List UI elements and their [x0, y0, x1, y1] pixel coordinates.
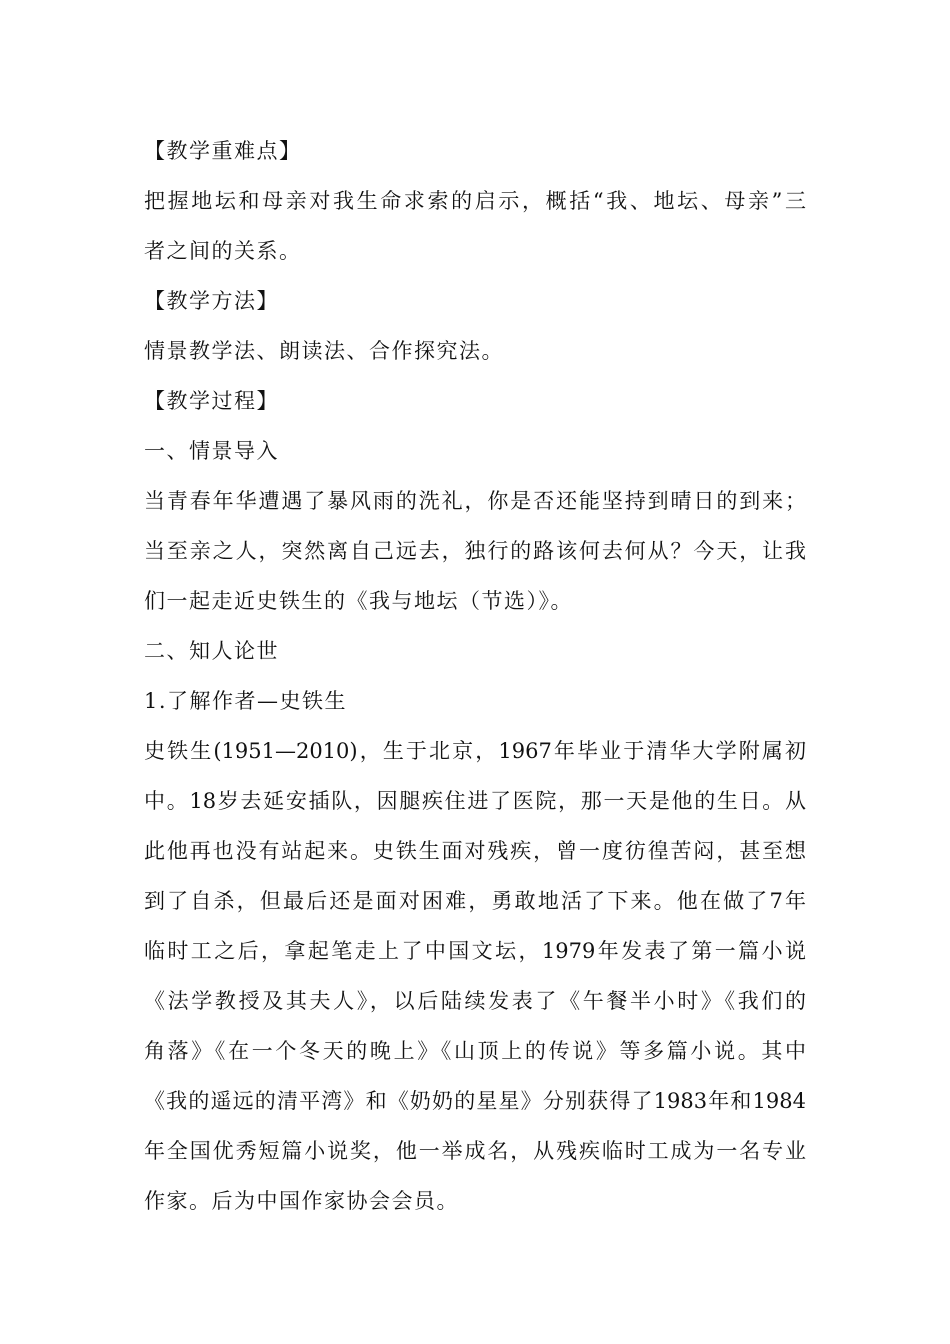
paragraph-line: 们一起走近史铁生的《我与地坛（节选）》。 [144, 589, 573, 613]
paragraph-line: 到了自杀，但最后还是面对困难，勇敢地活了下来。他在做了7年 [144, 889, 806, 913]
paragraph-line: 《法学教授及其夫人》，以后陆续发表了《午餐半小时》《我们的 [144, 989, 806, 1013]
paragraph-line: 作家。后为中国作家协会会员。 [144, 1189, 459, 1213]
subheading-about-author: 1.了解作者—史铁生 [144, 689, 348, 713]
paragraph-line: 把握地坛和母亲对我生命求索的启示，概括“我、地坛、母亲”三 [144, 189, 806, 213]
paragraph-line: 此他再也没有站起来。史铁生面对残疾，曾一度彷徨苦闷，甚至想 [144, 839, 806, 863]
paragraph-line: 情景教学法、朗读法、合作探究法。 [144, 339, 504, 363]
paragraph-line: 年全国优秀短篇小说奖，他一举成名，从残疾临时工成为一名专业 [144, 1139, 806, 1163]
paragraph-line: 《我的遥远的清平湾》和《奶奶的星星》分别获得了1983年和1984 [144, 1089, 806, 1113]
section-heading-process: 【教学过程】 [144, 389, 279, 413]
paragraph-line: 临时工之后，拿起笔走上了中国文坛，1979年发表了第一篇小说 [144, 939, 806, 963]
paragraph-line: 史铁生(1951—2010)，生于北京，1967年毕业于清华大学附属初 [144, 739, 806, 763]
section-heading-key-points: 【教学重难点】 [144, 139, 302, 163]
subheading-author-background: 二、知人论世 [144, 639, 279, 663]
document-body [144, 126, 806, 1226]
subheading-introduction: 一、情景导入 [144, 439, 279, 463]
paragraph-line: 当至亲之人，突然离自己远去，独行的路该何去何从？今天，让我 [144, 539, 806, 563]
paragraph-line: 中。18岁去延安插队，因腿疾住进了医院，那一天是他的生日。从 [144, 789, 806, 813]
paragraph-line: 角落》《在一个冬天的晚上》《山顶上的传说》等多篇小说。其中 [144, 1039, 806, 1063]
paragraph-line: 当青春年华遭遇了暴风雨的洗礼，你是否还能坚持到晴日的到来； [144, 489, 806, 513]
section-heading-methods: 【教学方法】 [144, 289, 279, 313]
paragraph-line: 者之间的关系。 [144, 239, 302, 263]
